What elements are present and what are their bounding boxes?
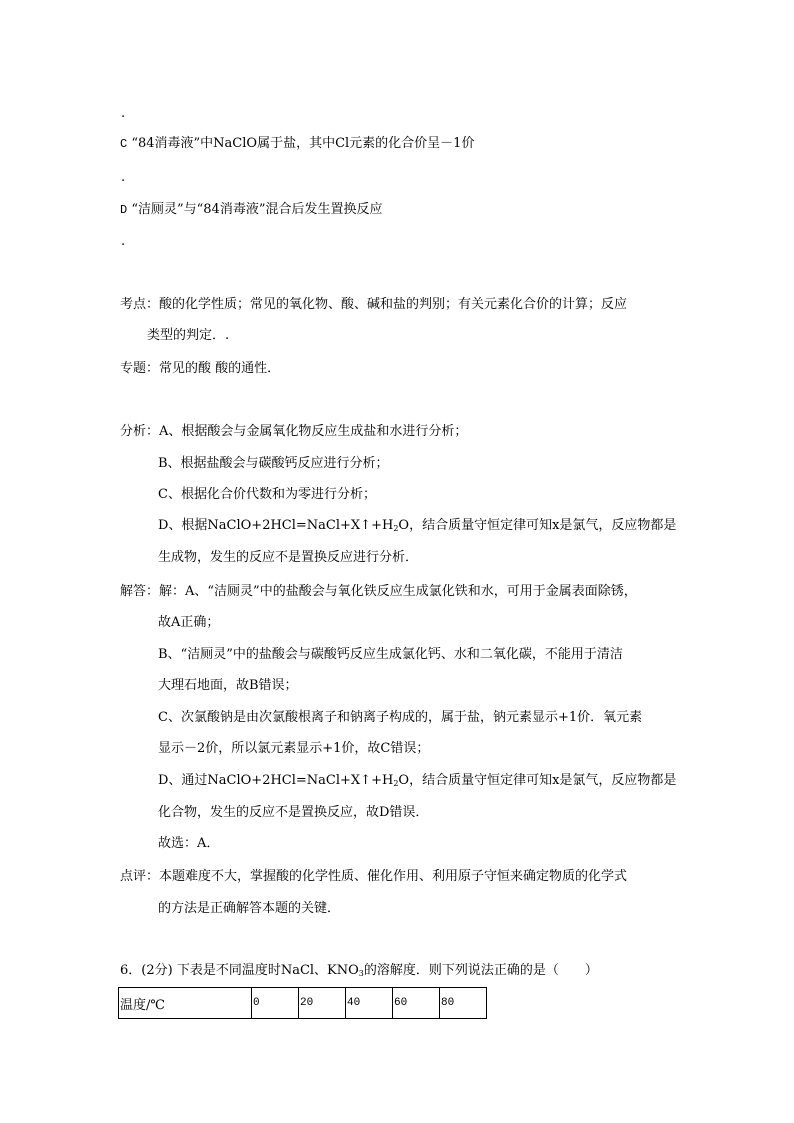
jieda-b: B、“洁厕灵”中的盐酸会与碳酸钙反应生成氯化钙、水和二氧化碳，不能用于清洁 [158, 647, 623, 662]
question-6-post: 的溶解度．则下列说法正确的是（ ） [363, 963, 598, 978]
jieda-d-sub: 2 [393, 779, 399, 788]
fenxi-a: A、根据酸会与金属氧化物反应生成盐和水进行分析； [159, 424, 468, 439]
option-d [120, 202, 382, 218]
table-cell-temp: 40 [346, 988, 393, 1019]
fenxi-d-pre: D、根据NaClO+2HCl=NaCl+X↑+H [158, 518, 394, 533]
option-b-dot: . [121, 106, 126, 121]
jieda-b2: 大理石地面，故B错误； [158, 678, 298, 693]
jieda-a2: 故A正确； [158, 615, 220, 630]
kaodian-line1 [120, 297, 627, 313]
fenxi-line1 [120, 424, 467, 440]
table-header-cell: 温度/℃ [119, 988, 252, 1019]
table-cell-temp: 60 [393, 988, 440, 1019]
fenxi-d-post: O，结合质量守恒定律可知x是氯气，反应物都是 [398, 518, 677, 533]
dianping-line2: 的方法是正确解答本题的关键． [158, 901, 341, 916]
zhuanti-label: 专题： [120, 361, 160, 376]
jieda-c: C、次氯酸钠是由次氯酸根离子和钠离子构成的，属于盐，钠元素显示+1价．氧元素 [158, 710, 643, 725]
kaodian-label: 考点： [120, 297, 160, 312]
dianping-line1 [120, 869, 627, 885]
fenxi-d-line2: 生成物，发生的反应不是置换反应进行分析． [158, 550, 419, 565]
option-d-dot: . [121, 234, 126, 249]
table-cell-temp: 20 [299, 988, 346, 1019]
question-6 [120, 963, 598, 979]
jieda-d [158, 773, 676, 789]
kaodian-line2: 类型的判定．. [147, 328, 230, 343]
fenxi-d-sub: 2 [393, 524, 399, 533]
fenxi-b: B、根据盐酸会与碳酸钙反应进行分析； [158, 456, 389, 471]
question-6-sub: 3 [358, 969, 364, 978]
table-row [119, 988, 487, 1019]
dianping-label: 点评： [120, 869, 160, 884]
option-c [120, 136, 474, 152]
jieda-d-post: O，结合质量守恒定律可知x是氯气，反应物都是 [398, 773, 677, 788]
jieda-line1 [120, 584, 637, 600]
option-c-text: “84消毒液”中NaClO属于盐，其中Cl元素的化合价呈－1价 [131, 136, 475, 151]
jieda-c2: 显示－2价，所以氯元素显示+1价，故C错误； [158, 741, 430, 756]
fenxi-label: 分析： [120, 424, 160, 439]
kaodian-text: 酸的化学性质；常见的氧化物、酸、碱和盐的判别；有关元素化合价的计算；反应 [159, 297, 628, 312]
jieda-d2: 化合物，发生的反应不是置换反应，故D错误． [158, 805, 429, 820]
option-d-text: “洁厕灵”与“84消毒液”混合后发生置换反应 [131, 202, 383, 217]
option-c-dot: . [121, 170, 126, 185]
question-6-pre: 6．(2分) 下表是不同温度时NaCl、KNO [120, 963, 359, 978]
jieda-label: 解答： [120, 584, 160, 599]
option-d-letter: D [120, 203, 128, 217]
table-cell-temp: 0 [252, 988, 299, 1019]
jieda-a: 解：A、“洁厕灵”中的盐酸会与氧化铁反应生成氯化铁和水，可用于金属表面除锈， [159, 584, 637, 599]
fenxi-d [158, 518, 676, 534]
zhuanti-text: 常见的酸 酸的通性． [159, 361, 281, 376]
fenxi-c: C、根据化合价代数和为零进行分析； [158, 487, 376, 502]
jieda-d-pre: D、通过NaClO+2HCl=NaCl+X↑+H [158, 773, 394, 788]
zhuanti [120, 361, 280, 377]
jieda-answer: 故选：A． [158, 836, 220, 851]
dianping-text: 本题难度不大，掌握酸的化学性质、催化作用、利用原子守恒来确定物质的化学式 [159, 869, 628, 884]
option-c-letter: C [120, 137, 128, 151]
solubility-table [118, 987, 487, 1019]
table-cell-temp: 80 [440, 988, 487, 1019]
